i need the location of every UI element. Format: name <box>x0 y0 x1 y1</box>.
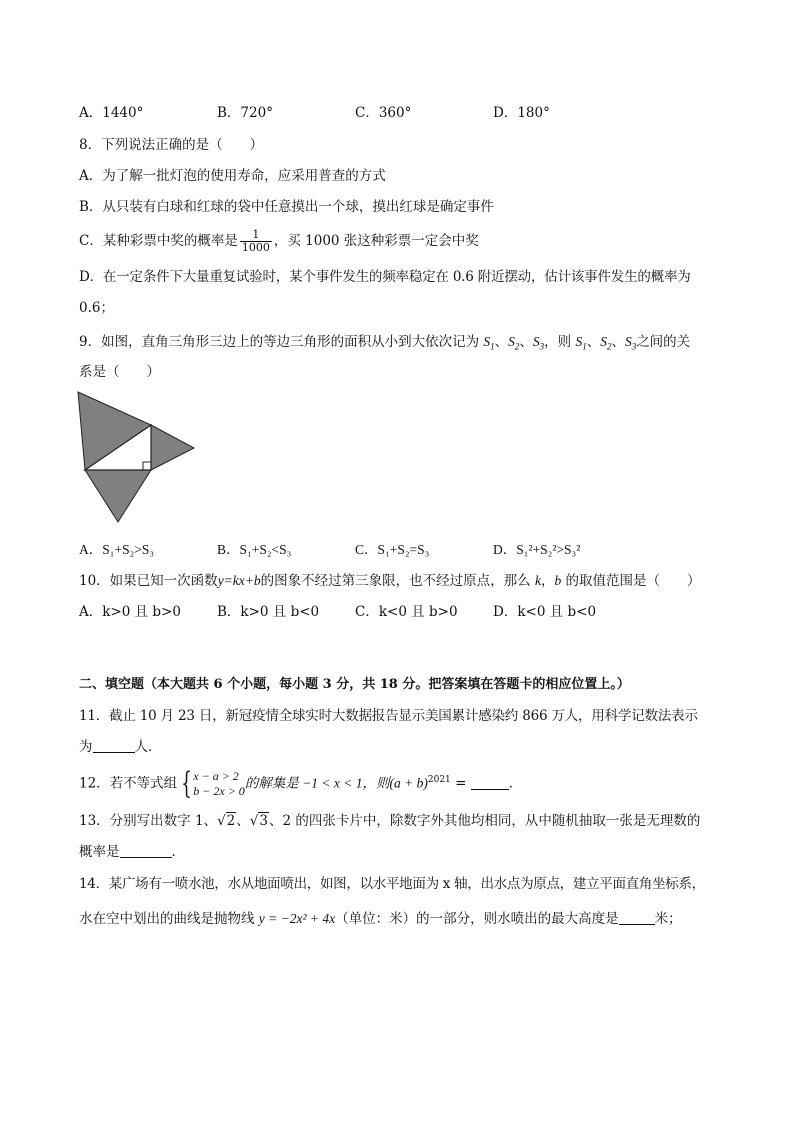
q9-option-b: B．S₁+S₂<S₃ <box>217 542 292 557</box>
q9-stem-line1: 9．如图，直角三角形三边上的等边三角形的面积从小到大依次记为 $S_1$、$S_2$、$S_3$，则 $S_1$、$S_2$、$S_3$之间的关 <box>79 334 691 352</box>
q14-line2: 水在空中划出的曲线是抛物线 y = −2x² + 4x（单位：米）的一部分，则水喷出的最大高度是 米； <box>79 911 682 927</box>
sqrt-symbol: √ <box>249 813 259 829</box>
q14-line1: 14．某广场有一喷水池，水从地面喷出，如图，以水平地面为 x 轴，出水点为原点，建立平面直角坐标系， <box>79 876 705 892</box>
equilateral-triangle-leg-short <box>151 425 194 470</box>
section-fill-in-title: 二、填空题（本大题共 6 个小题，每小题 3 分，共 18 分。把答案填在答题卡的相应位置上。） <box>79 677 630 692</box>
q9-stem-line2: 系是（ ） <box>79 364 160 380</box>
q8-option-d-line2: 0.6； <box>79 300 114 316</box>
q7-option-c: C．360° <box>355 105 412 121</box>
q8-option-a: A．为了解一批灯泡的使用寿命，应采用普查的方式 <box>79 168 386 184</box>
q10-option-d: D．k<0 且 b<0 <box>493 604 597 620</box>
sqrt-symbol: √ <box>217 813 226 829</box>
q7-option-a: A．1440° <box>79 105 144 121</box>
q11-line2: 为 人． <box>79 739 162 755</box>
q12-line: 12．若不等式组 { x − a > 2 b − 2x > 0 的解集是 −1 < x < 1，则$(a + b)^{2021}$ = ． <box>79 766 523 801</box>
q13-line2: 概率是 ． <box>79 844 185 860</box>
q10-stem: 10．如果已知一次函数y=kx+b的图象不经过第三象限，也不经过原点，那么 k，b 的取值范围是（ ） <box>79 573 701 589</box>
q11-line1: 11．截止 10 月 23 日，新冠疫情全球实时大数据报告显示美国累计感染约 866 万人，用科学记数法表示 <box>79 708 698 724</box>
q8-option-c: C．某种彩票中奖的概率是 $\frac{1}{1000}$ ，买 1000 张这种彩票一定会中奖 <box>79 228 479 254</box>
q10-option-b: B．k>0 且 b<0 <box>217 604 320 620</box>
q10-option-a: A．k>0 且 b>0 <box>79 604 181 620</box>
q9-triangle-figure <box>76 390 200 526</box>
q13-answer-blank[interactable] <box>120 843 172 858</box>
q14-answer-blank[interactable] <box>619 910 655 925</box>
probability-fraction: $\frac{1}{1000}$ <box>241 228 270 254</box>
q8-stem: 8．下列说法正确的是（ ） <box>79 137 264 153</box>
q9-option-c: C．S₁+S₂=S₃ <box>355 542 430 557</box>
q8-option-d-line1: D．在一定条件下大量重复试验时，某个事件发生的频率稳定在 0.6 附近摆动，估计该事件发生的概率为 <box>79 269 691 285</box>
system-brace: { <box>181 766 192 801</box>
inequality-system: x − a > 2 b − 2x > 0 <box>193 769 245 798</box>
q12-answer-blank[interactable] <box>471 775 509 790</box>
q10-option-c: C．k<0 且 b>0 <box>355 604 458 620</box>
q7-option-d: D．180° <box>493 105 550 121</box>
q13-line1: 13．分别写出数字 1、√2、√3、2 的四张卡片中，除数字外其他均相同，从中随机抽取一张是无理数的 <box>79 813 701 829</box>
q11-answer-blank[interactable] <box>93 738 135 753</box>
q9-option-d: D．S₁²+S₂²>S₃² <box>493 542 581 557</box>
equilateral-triangle-leg-long <box>85 470 151 522</box>
q8-option-b: B．从只装有白球和红球的袋中任意摸出一个球，摸出红球是确定事件 <box>79 199 494 215</box>
q9-option-a: A．S₁+S₂>S₃ <box>79 542 155 557</box>
q7-option-b: B．720° <box>217 105 273 121</box>
